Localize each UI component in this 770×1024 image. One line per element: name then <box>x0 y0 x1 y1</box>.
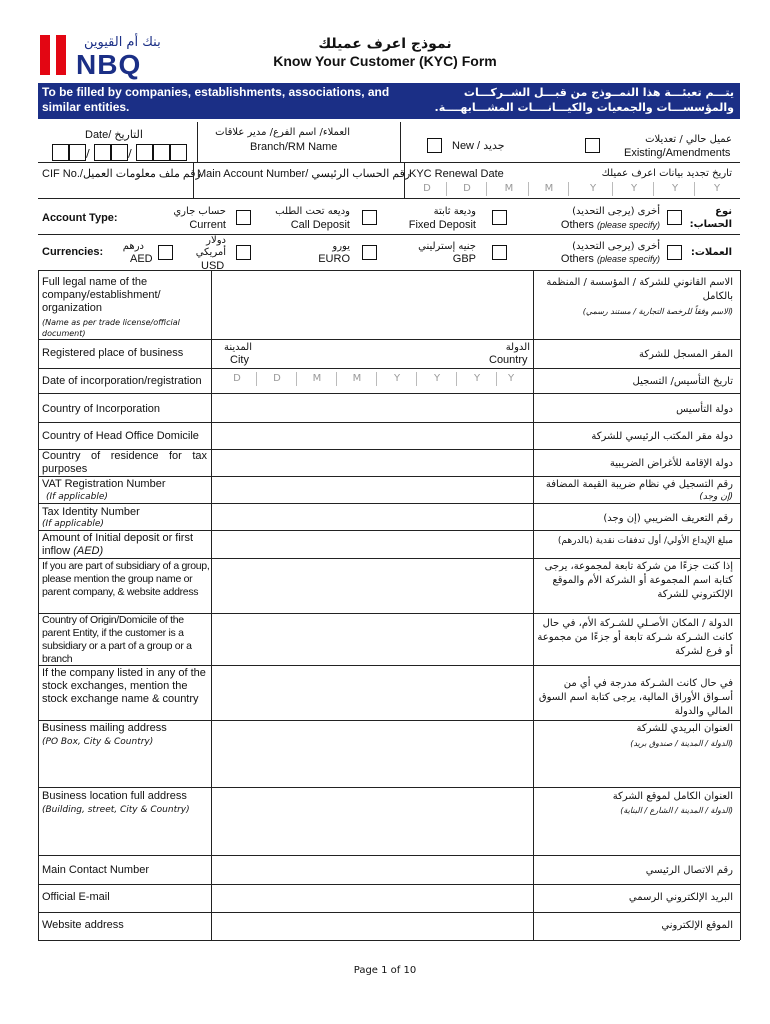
city-input[interactable] <box>255 341 415 367</box>
usd-checkbox[interactable] <box>236 245 251 260</box>
tax-residence-label: Country of residence for tax purposes <box>42 450 207 475</box>
country-label: Country <box>489 354 528 366</box>
page-number: Page 1 of 10 <box>353 965 417 976</box>
mailing-address-label: Business mailing address <box>42 722 167 734</box>
location-address-label: Business location full address <box>42 790 187 802</box>
vat-input[interactable] <box>212 477 532 503</box>
date-cell: M <box>338 372 377 386</box>
account-type-label-arabic: نوع الحساب: <box>689 206 732 230</box>
tin-label-arabic: رقم التعريف الضريبي (إن وجد) <box>603 513 733 524</box>
kyc-renewal-label-arabic: تاريخ تجديد بيانات اعرف عميلك <box>601 168 732 179</box>
date-cell: M <box>530 182 569 196</box>
others-currency-label-arabic: أخرى (يرجى التحديد) <box>572 241 660 252</box>
main-account-label: Main Account Number/ رقم الحساب الرئيسي <box>197 168 411 180</box>
call-deposit-label-arabic: وديعه تحت الطلب <box>275 206 350 217</box>
euro-label-arabic: يورو <box>332 241 350 252</box>
email-input[interactable] <box>212 885 532 912</box>
tin-note: (If applicable) <box>42 519 104 529</box>
banner-text: To be filled by companies, establishments, associations, and similar entities. <box>42 85 390 114</box>
city-label: City <box>230 354 249 366</box>
location-address-label-arabic: العنوان الكامل لموقع الشركة <box>612 791 733 802</box>
contact-number-input[interactable] <box>212 856 532 883</box>
date-year-1[interactable] <box>136 144 153 161</box>
date-cell: D <box>218 372 257 386</box>
legal-name-note-arabic: (الاسم وفقاً للرخصة التجارية / مستند رسمي) <box>582 307 733 316</box>
website-label: Website address <box>42 919 124 931</box>
usd-label: USD <box>201 260 225 272</box>
date-month-2[interactable] <box>111 144 128 161</box>
banner-text-arabic: يتـــم تعبئـــة هذا النمــوذج من قبـــل الشــركـــات والمؤسســـات والجمعيات والكيـــانــــات المشـــابهــــة. <box>434 86 734 114</box>
legal-name-label: Full legal name of the company/establishment/ organization <box>42 276 161 314</box>
parent-origin-input[interactable] <box>212 614 532 665</box>
stock-exchange-label: If the company listed in any of the stock exchanges, mention the stock exchange name & country <box>42 667 206 705</box>
date-cell: Y <box>656 182 695 196</box>
date-cell: D <box>408 182 447 196</box>
currencies-label-arabic: العملات: <box>690 247 732 258</box>
euro-label: EURO <box>318 253 350 265</box>
vat-label: VAT Registration Number <box>42 478 166 490</box>
head-office-input[interactable] <box>212 423 532 449</box>
fixed-deposit-label-arabic: وديعة ثابتة <box>433 206 476 217</box>
date-cell: Y <box>418 372 457 386</box>
legal-name-label-arabic: الاسم القانوني للشركة / المؤسسة / المنظمة بالكامل <box>546 277 733 302</box>
gbp-checkbox[interactable] <box>492 245 507 260</box>
head-office-label: Country of Head Office Domicile <box>42 430 199 442</box>
deposit-label: Amount of Initial deposit or first inflow (AED) <box>42 532 194 557</box>
city-label-arabic: المدينة <box>223 342 252 353</box>
fixed-deposit-label: Fixed Deposit <box>408 219 476 231</box>
email-label: Official E-mail <box>42 891 110 903</box>
date-cell: D <box>448 182 487 196</box>
date-cell: Y <box>507 373 515 384</box>
date-day-2[interactable] <box>69 144 86 161</box>
existing-label-arabic: عميل حالي / تعديلات <box>645 134 732 145</box>
tax-residence-label-arabic: دولة الإقامة للأغراض الضريبية <box>609 458 733 469</box>
date-cell: M <box>490 182 529 196</box>
date-year-2[interactable] <box>153 144 170 161</box>
gbp-label: GBP <box>452 253 476 265</box>
euro-checkbox[interactable] <box>362 245 377 260</box>
account-type-label: Account Type: <box>42 212 118 224</box>
deposit-input[interactable] <box>212 531 532 557</box>
current-account-checkbox[interactable] <box>236 210 251 225</box>
country-label-arabic: الدولة <box>505 342 530 353</box>
subsidiary-label-arabic: إذا كنت جزءًا من شركة تابعة لمجموعة، يرجى كتابة اسم المجموعة أو الشركة الأم والموقع الإلكتروني للشركة <box>544 561 733 600</box>
vat-label-arabic: رقم التسجيل في نظام ضريبة القيمة المضافة <box>545 479 733 490</box>
date-year-3[interactable] <box>170 144 187 161</box>
branch-rm-label-arabic: العملاء/ اسم الفرع/ مدير علاقات <box>215 127 350 138</box>
country-incorporation-label: Country of Incorporation <box>42 403 161 415</box>
contact-number-label-arabic: رقم الاتصال الرئيسي <box>645 865 733 876</box>
existing-customer-checkbox[interactable] <box>585 138 600 153</box>
cif-label: CIF No./رقم ملف معلومات العميل <box>42 168 201 180</box>
aed-label: AED <box>130 253 153 265</box>
email-label-arabic: البريد الإلكتروني الرسمي <box>628 892 733 903</box>
others-currency-label: Others (please specify) <box>560 253 660 265</box>
registered-place-label: Registered place of business <box>42 347 184 359</box>
kyc-renewal-label: KYC Renewal Date <box>409 168 504 180</box>
current-label-arabic: حساب جاري <box>173 206 226 217</box>
date-cell: Y <box>458 372 497 386</box>
tax-residence-input[interactable] <box>212 450 532 476</box>
stock-exchange-label-arabic: في حال كانت الشـركة مدرجة في أي من أسـواق الأوراق المالية، يرجى كتابة اسم السوق المالي والدولة <box>538 678 733 717</box>
date-cell: Y <box>615 182 654 196</box>
currencies-label: Currencies: <box>42 246 104 258</box>
legal-name-note: (Name as per trade license/official document) <box>42 318 180 338</box>
branch-rm-label: Branch/RM Name <box>250 141 338 153</box>
vat-note: (If applicable) <box>46 492 108 502</box>
location-address-note-arabic: (الدولة / المدينة / الشارع / البناية) <box>620 806 733 815</box>
subsidiary-input[interactable] <box>212 559 532 613</box>
date-cell: Y <box>378 372 417 386</box>
mailing-address-label-arabic: العنوان البريدي للشركة <box>636 723 733 734</box>
date-label: Date/ التاريخ <box>85 129 143 141</box>
country-incorporation-input[interactable] <box>212 394 532 422</box>
registered-place-label-arabic: المقر المسجل للشركة <box>638 349 733 360</box>
others-label: Others (please specify) <box>560 219 660 231</box>
fixed-deposit-checkbox[interactable] <box>492 210 507 225</box>
aed-checkbox[interactable] <box>158 245 173 260</box>
location-address-input[interactable] <box>212 788 532 854</box>
gbp-label-arabic: جنيه إسترليني <box>418 241 476 252</box>
head-office-label-arabic: دولة مقر المكتب الرئيسي للشركة <box>591 431 733 442</box>
tin-input[interactable] <box>212 504 532 530</box>
current-label: Current <box>189 219 226 231</box>
legal-name-input[interactable] <box>212 271 532 339</box>
call-deposit-label: Call Deposit <box>290 219 350 231</box>
website-label-arabic: الموقع الإلكتروني <box>661 920 733 931</box>
vat-note-arabic: (إن وجد) <box>699 492 733 502</box>
tin-label: Tax Identity Number <box>42 506 140 518</box>
others-label-arabic: أخرى (يرجى التحديد) <box>572 206 660 217</box>
date-cell: Y <box>713 183 721 194</box>
website-input[interactable] <box>212 913 532 940</box>
logo-arabic: بنك أم القيوين <box>84 35 161 50</box>
usd-label-arabic: دولار أمريكي <box>195 235 226 258</box>
date-cell: M <box>298 372 337 386</box>
aed-label-arabic: درهم <box>122 241 144 252</box>
parent-origin-label: Country of Origin/Domicile of the parent Entity, if the customer is a subsidiary or a part of a group or a branch <box>42 614 192 665</box>
form-title-arabic: نموذج اعرف عميلك <box>318 36 452 52</box>
new-customer-checkbox[interactable] <box>427 138 442 153</box>
stock-exchange-input[interactable] <box>212 666 532 720</box>
deposit-label-arabic: مبلغ الإيداع الأولي/ أول تدفقات نقدية (بالدرهم) <box>557 536 733 546</box>
date-cell: Y <box>574 182 613 196</box>
mailing-address-input[interactable] <box>212 721 532 787</box>
mailing-address-note-arabic: (الدولة / المدينة / صندوق بريد) <box>630 739 733 748</box>
others-account-checkbox[interactable] <box>667 210 682 225</box>
others-currency-checkbox[interactable] <box>667 245 682 260</box>
date-month-1[interactable] <box>94 144 111 161</box>
logo-text: NBQ <box>76 49 142 80</box>
contact-number-label: Main Contact Number <box>42 864 149 876</box>
date-day-1[interactable] <box>52 144 69 161</box>
country-incorporation-label-arabic: دولة التأسيس <box>676 404 733 415</box>
incorporation-date-label: Date of incorporation/registration <box>42 375 202 387</box>
form-title: Know Your Customer (KYC) Form <box>273 53 497 69</box>
location-address-note: (Building, street, City & Country) <box>42 805 190 815</box>
incorporation-date-label-arabic: تاريخ التأسيس/ التسجيل <box>632 376 733 387</box>
existing-label: Existing/Amendments <box>624 147 731 159</box>
subsidiary-label: If you are part of subsidiary of a group, please mention the group name or parent company, & website address <box>42 560 210 598</box>
new-customer-label: New / جديد <box>452 140 505 152</box>
call-deposit-checkbox[interactable] <box>362 210 377 225</box>
mailing-address-note: (PO Box, City & Country) <box>42 737 154 747</box>
parent-origin-label-arabic: الدولة / المكان الأصـلي للشـركة الأم، في حال كانت الشـركة شـركة تابعة أو جزءًا من مجموعة أو فرع لشركة <box>537 618 733 657</box>
instructions-banner <box>38 83 740 119</box>
date-cell: D <box>258 372 297 386</box>
